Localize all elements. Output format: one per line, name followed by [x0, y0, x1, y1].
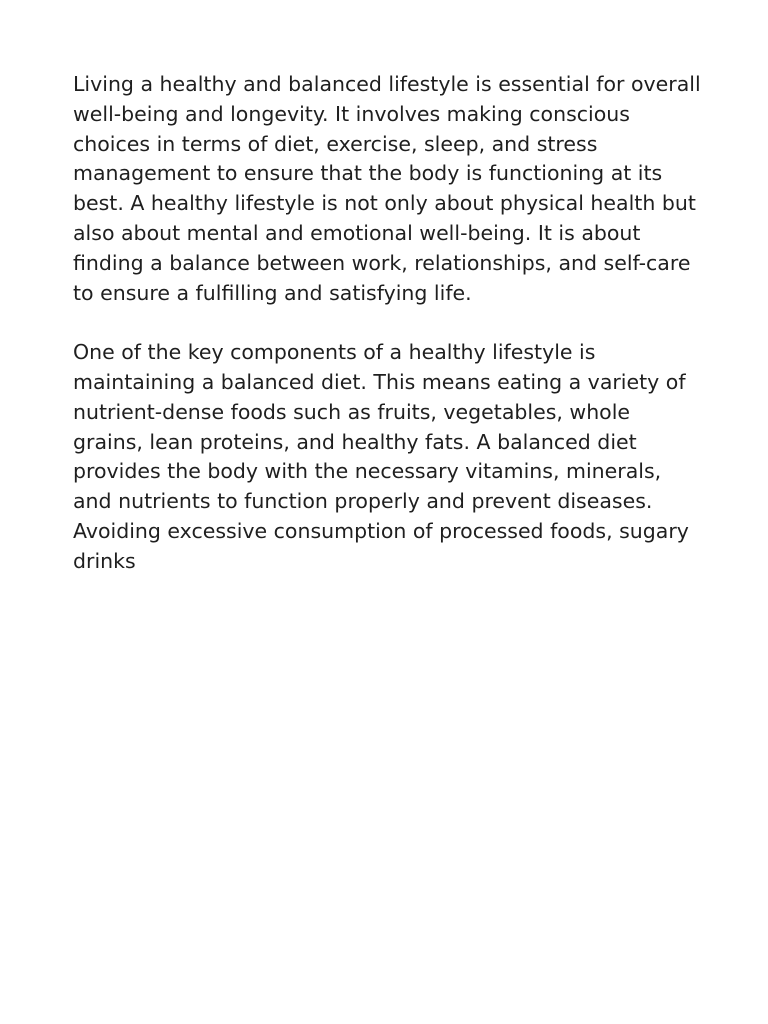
paragraph-balanced-diet: One of the key components of a healthy lifestyle is maintaining a balanced diet. This means eating a variety of nutrient-dense foods such as fruits, vegetables, whole grains, lean proteins, and healthy fats. A balanced diet provides the body with the necessary vitamins, minerals, and nutrients to function properly and prevent diseases. Avoiding excessive consumption of processed foods, sugary drinks — [73, 340, 689, 573]
document-body — [73, 70, 703, 606]
paragraph-intro: Living a healthy and balanced lifestyle is essential for overall well-being and longevity. It involves making conscious choices in terms of diet, exercise, sleep, and stress management to ensure that the body is functioning at its best. A healthy lifestyle is not only about physical health but also about mental and emotional well-being. It is about finding a balance between work, relationships, and self-care to ensure a fulfilling and satisfying life. — [73, 72, 701, 305]
